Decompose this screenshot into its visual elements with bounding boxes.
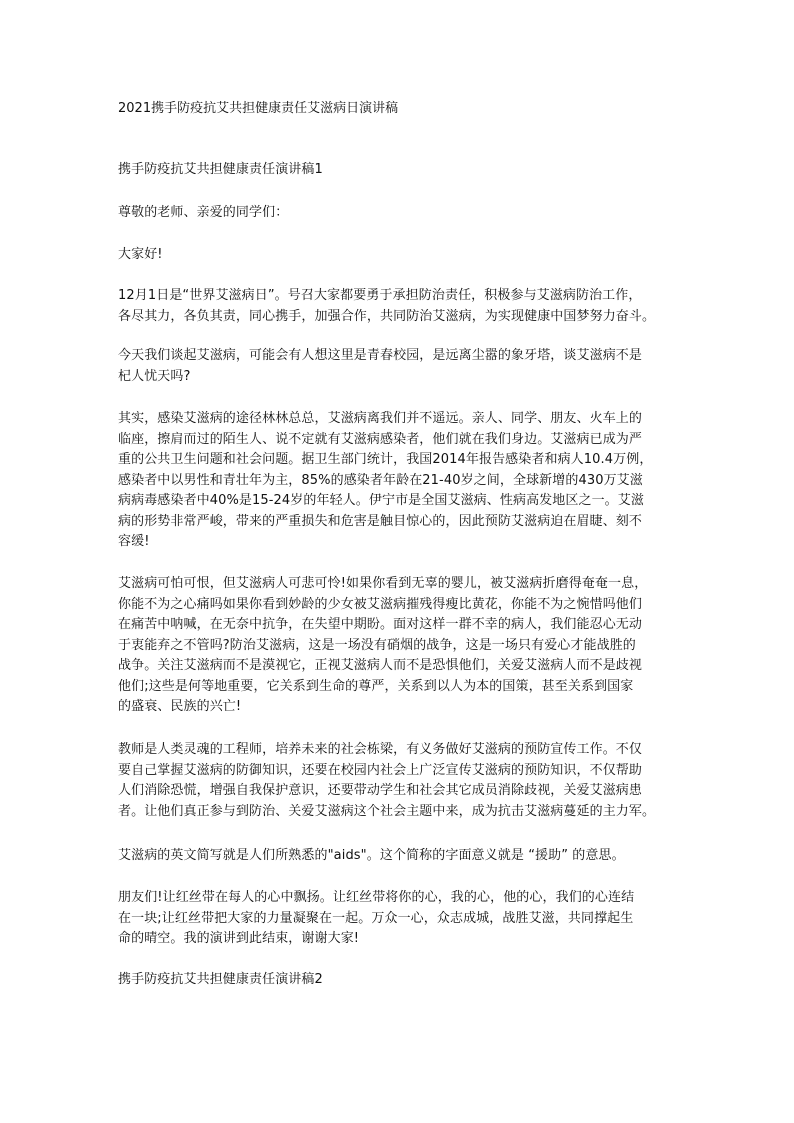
paragraph-world-aids-day <box>118 286 678 327</box>
speech2-heading: 携手防疫抗艾共担健康责任演讲稿2 <box>118 972 323 987</box>
paragraph-line: 病的形势非常严峻，带来的严重损失和危害是触目惊心的，因此预防艾滋病迫在眉睫、刻不 <box>118 513 643 529</box>
paragraph-line: 教师是人类灵魂的工程师，培养未来的社会栋梁，有义务做好艾滋病的预防宣传工作。不仅 <box>118 742 643 757</box>
paragraph-line: 病病毒感染者中40%是15-24岁的年轻人。伊宁市是全国艾滋病、性病高发地区之一。艾滋 <box>118 493 644 508</box>
paragraph-line: 各尽其力，各负其责，同心携手，加强合作，共同防治艾滋病，为实现健康中国梦努力奋斗。 <box>118 308 656 324</box>
paragraph-campus <box>118 346 678 387</box>
paragraph-statistics <box>118 409 678 553</box>
paragraph-red-ribbon <box>118 888 678 950</box>
paragraph-line: 临座，擦肩而过的陌生人、说不定就有艾滋病感染者，他们就在我们身边。艾滋病已成为严 <box>118 431 643 447</box>
paragraph-line: 者。让他们真正参与到防治、关爱艾滋病这个社会主题中来，成为抗击艾滋病蔓延的主力军。 <box>118 803 656 819</box>
paragraph-compassion <box>118 574 678 718</box>
paragraph-aids-meaning: 艾滋病的英文简写就是人们所熟悉的"aids"。这个简称的字面意义就是 “援助” 的意思。 <box>118 848 625 863</box>
paragraph-line: 容缓! <box>118 534 150 549</box>
salutation: 尊敬的老师、亲爱的同学们： <box>118 205 289 220</box>
speech1-heading: 携手防疫抗艾共担健康责任演讲稿1 <box>118 162 323 177</box>
paragraph-line: 朋友们!让红丝带在每人的心中飘扬。让红丝带将你的心，我的心，他的心，我们的心连结 <box>118 890 635 905</box>
paragraph-line: 他们;这些是何等地重要，它关系到生命的尊严，关系到以人为本的国策，甚至关系到国家 <box>118 678 634 694</box>
paragraph-line: 杞人忧天吗? <box>118 368 191 384</box>
greeting: 大家好! <box>118 247 163 262</box>
paragraph-teachers <box>118 740 678 822</box>
paragraph-line: 重的公共卫生问题和社会问题。据卫生部门统计，我国2014年报告感染者和病人10.4万例， <box>118 452 653 467</box>
paragraph-line: 艾滋病可怕可恨，但艾滋病人可悲可怜!如果你看到无辜的婴儿，被艾滋病折磨得奄奄一息， <box>118 576 648 591</box>
paragraph-line: 要自己掌握艾滋病的防御知识，还要在校园内社会上广泛宣传艾滋病的预防知识，不仅帮助 <box>118 762 643 778</box>
paragraph-line: 的盛衰、民族的兴亡! <box>118 699 242 714</box>
paragraph-line: 感染者中以男性和青壮年为主，85%的感染者年龄在21-40岁之间，全球新增的430万艾滋 <box>118 472 643 488</box>
document-title: 2021携手防疫抗艾共担健康责任艾滋病日演讲稿 <box>118 101 399 116</box>
paragraph-line: 其实，感染艾滋病的途径林林总总，艾滋病离我们并不遥远。亲人、同学、朋友、火车上的 <box>118 411 643 426</box>
paragraph-line: 人们消除恐慌，增强自我保护意识，还要带动学生和社会其它成员消除歧视，关爱艾滋病患 <box>118 783 643 798</box>
paragraph-line: 于衷能弃之不管吗?防治艾滋病，这是一场没有硝烟的战争，这是一场只有爱心才能战胜的 <box>118 637 636 653</box>
paragraph-line: 战争。关注艾滋病而不是漠视它，正视艾滋病人而不是恐惧他们，关爱艾滋病人而不是歧视 <box>118 658 643 673</box>
paragraph-line: 12月1日是“世界艾滋病日”。号召大家都要勇于承担防治责任，积极参与艾滋病防治工作， <box>118 288 642 303</box>
paragraph-line: 在一块;让红丝带把大家的力量凝聚在一起。万众一心，众志成城，战胜艾滋，共同撑起生 <box>118 910 634 926</box>
paragraph-line: 命的晴空。我的演讲到此结束，谢谢大家! <box>118 931 360 946</box>
paragraph-line: 在痛苦中呐喊，在无奈中抗争，在失望中期盼。面对这样一群不幸的病人，我们能忍心无动 <box>118 617 643 632</box>
paragraph-line: 你能不为之心痛吗如果你看到妙龄的少女被艾滋病摧残得瘦比黄花，你能不为之惋惜吗他们 <box>118 596 643 612</box>
paragraph-line: 今天我们谈起艾滋病，可能会有人想这里是青春校园，是远离尘嚣的象牙塔，谈艾滋病不是 <box>118 348 643 363</box>
